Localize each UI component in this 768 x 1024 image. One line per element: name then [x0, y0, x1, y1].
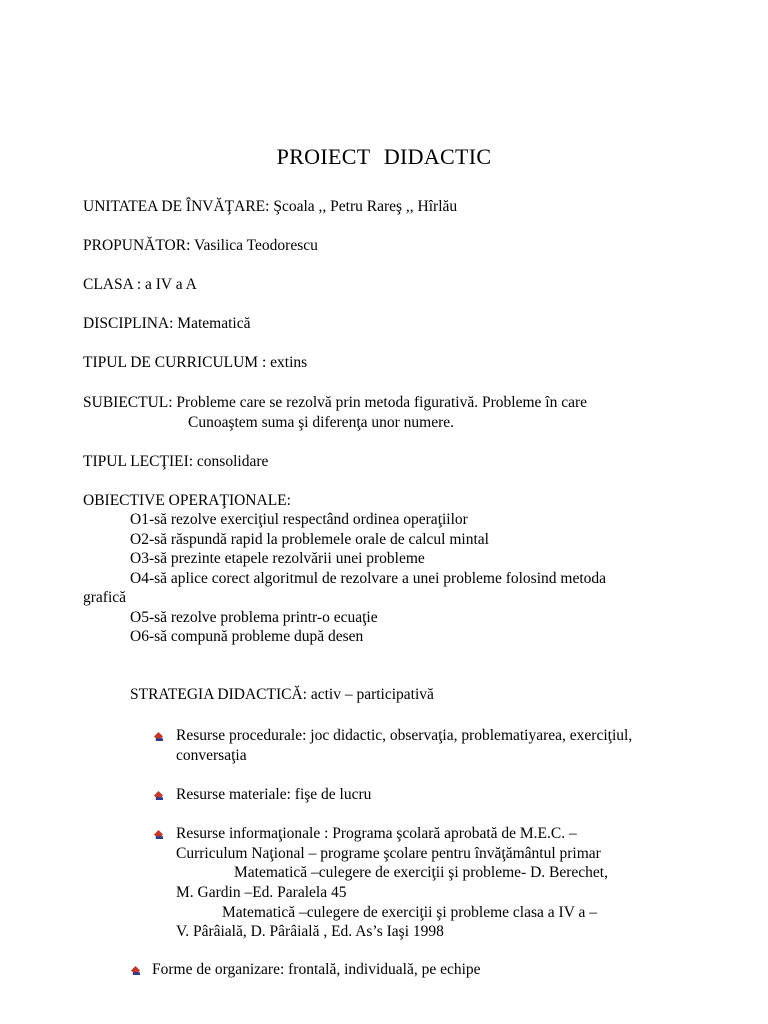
obiectiv-item: O1-să rezolve exerciţiul respectând ordinea operaţiilor — [130, 511, 468, 528]
forme-organizare-line: Forme de organizare: frontală, individuală, pe echipe — [152, 961, 481, 978]
obiectiv-item: O2-să răspundă rapid la problemele orale de calcul mintal — [130, 531, 489, 548]
clasa-line: CLASA : a IV a A — [83, 276, 197, 293]
resurse-materiale-line: Resurse materiale: fişe de lucru — [176, 786, 372, 803]
obiectiv-item: O4-să aplice corect algoritmul de rezolvare a unei probleme folosind metoda — [130, 570, 607, 587]
resurse-informationale-line-1: Resurse informaţionale : Programa şcolară aprobată de M.E.C. – — [176, 825, 577, 842]
strategia-line: STRATEGIA DIDACTICĂ: activ – participativă — [130, 686, 434, 703]
propunator-line: PROPUNĂTOR: Vasilica Teodorescu — [83, 237, 318, 254]
disciplina-line: DISCIPLINA: Matematică — [83, 315, 251, 332]
arrow-bullet-icon — [154, 791, 163, 800]
tipul-lectiei-line: TIPUL LECŢIEI: consolidare — [83, 453, 269, 470]
obiective-heading: OBIECTIVE OPERAŢIONALE: — [83, 492, 291, 509]
resurse-procedurale-line-1: Resurse procedurale: joc didactic, observaţia, problematiyarea, exerciţiul, — [176, 727, 633, 744]
obiectiv-item: O6-să compună probleme după desen — [130, 628, 364, 645]
page-title: PROIECT DIDACTIC — [276, 144, 492, 169]
subiectul-line-1: SUBIECTUL: Probleme care se rezolvă prin metoda figurativă. Probleme în care — [83, 394, 588, 411]
obiectiv-item: O3-să prezinte etapele rezolvării unei probleme — [130, 550, 425, 567]
resurse-procedurale-line-2: conversaţia — [176, 747, 247, 764]
resurse-informationale-line-2: Curriculum Naţional – programe şcolare pentru învăţământul primar — [176, 845, 601, 862]
curriculum-line: TIPUL DE CURRICULUM : extins — [83, 354, 308, 371]
resurse-informationale-line-3: Matematică –culegere de exerciţii şi probleme- D. Berechet, — [234, 864, 608, 881]
subiectul-line-2: Cunoaştem suma şi diferenţa unor numere. — [188, 414, 455, 431]
arrow-bullet-icon — [154, 830, 163, 839]
arrow-bullet-icon — [154, 732, 163, 741]
obiectiv-item-continuation: grafică — [83, 589, 127, 606]
resurse-informationale-line-5: Matematică –culegere de exerciţii şi probleme clasa a IV a – — [222, 904, 597, 921]
resurse-informationale-line-4: M. Gardin –Ed. Paralela 45 — [176, 884, 347, 901]
obiectiv-item: O5-să rezolve problema printr-o ecuaţie — [130, 609, 378, 626]
resurse-informationale-line-6: V. Pârâială, D. Pârâială , Ed. As’s Iaşi 1998 — [176, 923, 444, 940]
arrow-bullet-icon — [131, 966, 140, 975]
unitatea-line: UNITATEA DE ÎNVĂŢARE: Şcoala ,, Petru Rareş ,, Hîrlău — [83, 198, 458, 215]
